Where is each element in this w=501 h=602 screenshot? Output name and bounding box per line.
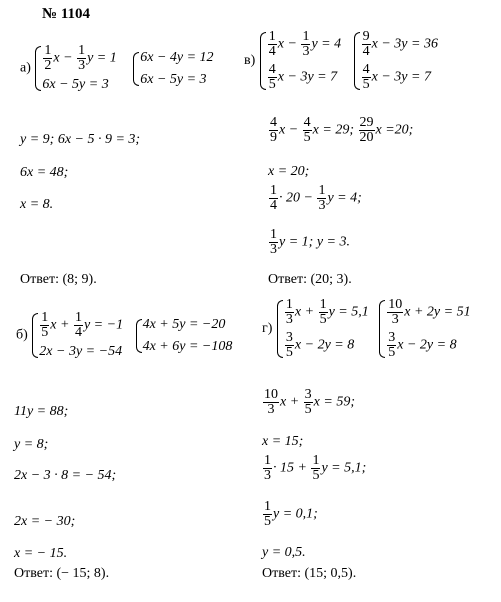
part-b-answer: Ответ: (− 15; 8). — [14, 566, 110, 581]
part-b-label: б) — [16, 327, 28, 343]
part-g-system-1: $\frac{1}{3}$ x + $\frac{1}{5}$ y = 5,1 $\frac{3}{5}$ x − 2y = 8 — [276, 298, 369, 360]
part-a-label: а) — [20, 60, 31, 76]
part-v-line-3: $\frac{1}{4}$ · 20 − $\frac{1}{3}$ y = 4; — [270, 183, 362, 213]
part-v-systems — [244, 30, 438, 92]
part-v-answer: Ответ: (20; 3). — [268, 272, 352, 287]
part-g-system-2: $\frac{10}{3}$ x + 2y = 51 $\frac{3}{5}$ x − 2y = 8 — [378, 298, 470, 360]
part-v-line-1: $\frac{4}{9}$ x − $\frac{4}{5}$ x = 29; $\frac{29}{20}$ x =20; — [270, 115, 414, 145]
part-v-system-1: $\frac{1}{4}$ x − $\frac{1}{3}$ y = 4 $\frac{4}{5}$ x − 3y = 7 — [259, 30, 341, 92]
part-a-line-3: x = 8. — [20, 197, 54, 212]
part-g-line-2: x = 15; — [262, 434, 304, 449]
part-b-line-2: y = 8; — [14, 437, 49, 452]
part-b-line-4: 2x = − 30; — [14, 514, 76, 529]
part-g-line-5: y = 0,5. — [262, 545, 306, 560]
part-g-systems — [262, 298, 471, 360]
part-g-line-3: $\frac{1}{3}$ · 15 + $\frac{1}{5}$ y = 5,1; — [264, 453, 367, 483]
part-a-line-1: y = 9; 6x − 5 · 9 = 3; — [20, 132, 141, 147]
part-b-line-3: 2x − 3 · 8 = − 54; — [14, 468, 117, 483]
part-a-answer: Ответ: (8; 9). — [20, 272, 97, 287]
part-b-systems — [16, 311, 232, 360]
part-g-answer: Ответ: (15; 0,5). — [262, 566, 357, 581]
part-b-system-1: $\frac{1}{5}$ x + $\frac{1}{4}$ y = −1 2x − 3y = −54 — [31, 311, 123, 360]
part-v-system-2: $\frac{9}{4}$ x − 3y = 36 $\frac{4}{5}$ x − 3y = 7 — [353, 30, 438, 92]
part-a-systems — [20, 44, 214, 93]
part-g-label: г) — [262, 321, 273, 337]
part-g-line-4: $\frac{1}{5}$ y = 0,1; — [264, 499, 318, 529]
part-g-line-1: $\frac{10}{3}$ x + $\frac{3}{5}$ x = 59; — [264, 387, 355, 417]
problem-number: № 1104 — [42, 6, 90, 22]
part-b-system-2: 4x + 5y = −20 4x + 6y = −108 — [135, 317, 233, 355]
part-b-line-5: x = − 15. — [14, 546, 68, 561]
part-a-system-2: 6x − 4y = 12 6x − 5y = 3 — [132, 50, 213, 88]
part-b-line-1: 11y = 88; — [14, 404, 69, 419]
part-a-system-1: $\frac{1}{2}$ x − $\frac{1}{3}$ y = 1 6x − 5y = 3 — [34, 44, 116, 93]
part-v-label: в) — [244, 53, 256, 69]
part-v-line-4: $\frac{1}{3}$ y = 1; y = 3. — [270, 227, 350, 257]
part-a-line-2: 6x = 48; — [20, 165, 69, 180]
part-v-line-2: x = 20; — [268, 164, 310, 179]
